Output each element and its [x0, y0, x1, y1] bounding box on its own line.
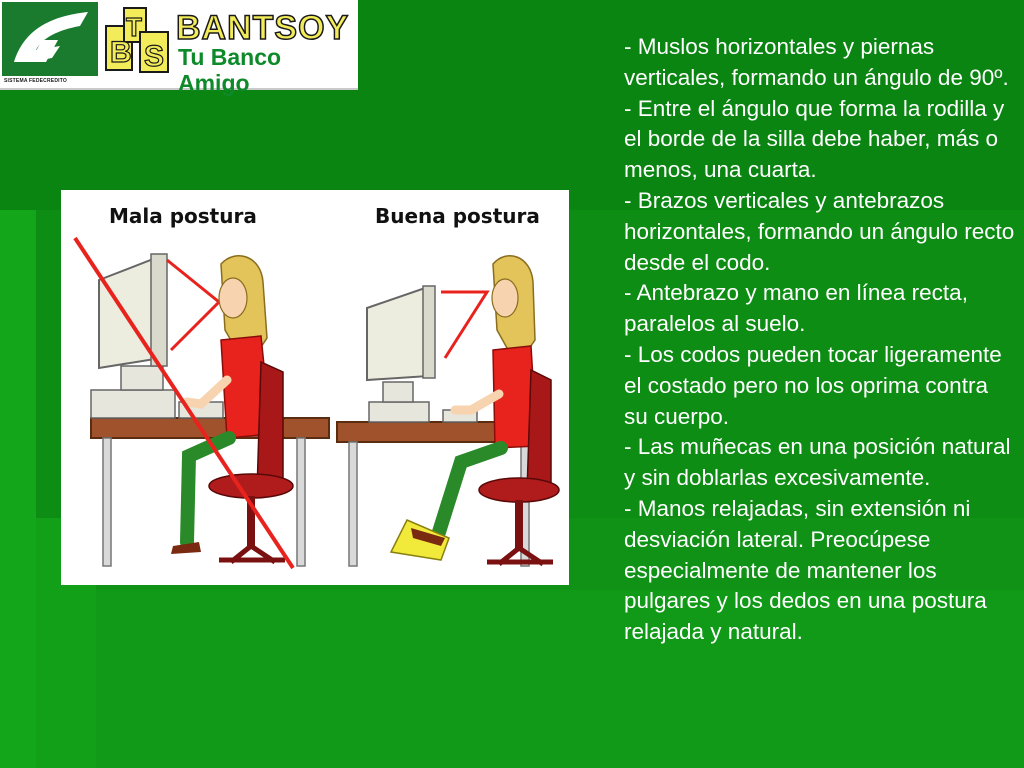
guideline-paragraph: - Entre el ángulo que forma la rodilla y el borde de la silla debe haber, más o menos, una cuarta. [624, 95, 1005, 183]
good-posture-scene [337, 256, 559, 566]
guideline-paragraph: - Los codos pueden tocar ligeramente el costado pero no los oprima contra su cuerpo. [624, 341, 1002, 429]
guideline-paragraph: - Muslos horizontales y piernas verticales, formando un ángulo de 90º. [624, 34, 1009, 90]
posture-drawing [61, 190, 569, 585]
bank-logo [0, 0, 358, 96]
guideline-paragraph: - Las muñecas en una posición natural y sin doblarlas excesivamente. [624, 434, 1011, 491]
bad-posture-label: Mala postura [109, 204, 257, 228]
guideline-paragraph: - Manos relajadas, sin extensión ni desviación lateral. Preocúpese especialmente de mantener los pulgares y los dedos en una postura relajada y natural. [624, 495, 987, 645]
svg-text:B: B [110, 36, 132, 69]
guideline-paragraph: - Brazos verticales y antebrazos horizontales, formando un ángulo recto desde el codo. [624, 187, 1015, 275]
brand-name: BANTSOY [176, 9, 350, 47]
fedecredito-logo-icon [0, 0, 100, 88]
good-posture-label: Buena postura [375, 204, 540, 228]
svg-text:S: S [144, 40, 165, 73]
bts-badge-icon [104, 6, 172, 78]
background-accent-left [0, 210, 36, 768]
ergonomics-guidelines [624, 32, 1016, 648]
brand-slogan: Tu Banco Amigo [178, 44, 282, 96]
svg-text:T: T [126, 12, 142, 42]
federation-caption: SISTEMA FEDECREDITO [4, 78, 67, 84]
guideline-paragraph: - Antebrazo y mano en línea recta, paralelos al suelo. [624, 280, 968, 337]
posture-illustration [61, 190, 569, 585]
bad-posture-scene [75, 238, 329, 568]
